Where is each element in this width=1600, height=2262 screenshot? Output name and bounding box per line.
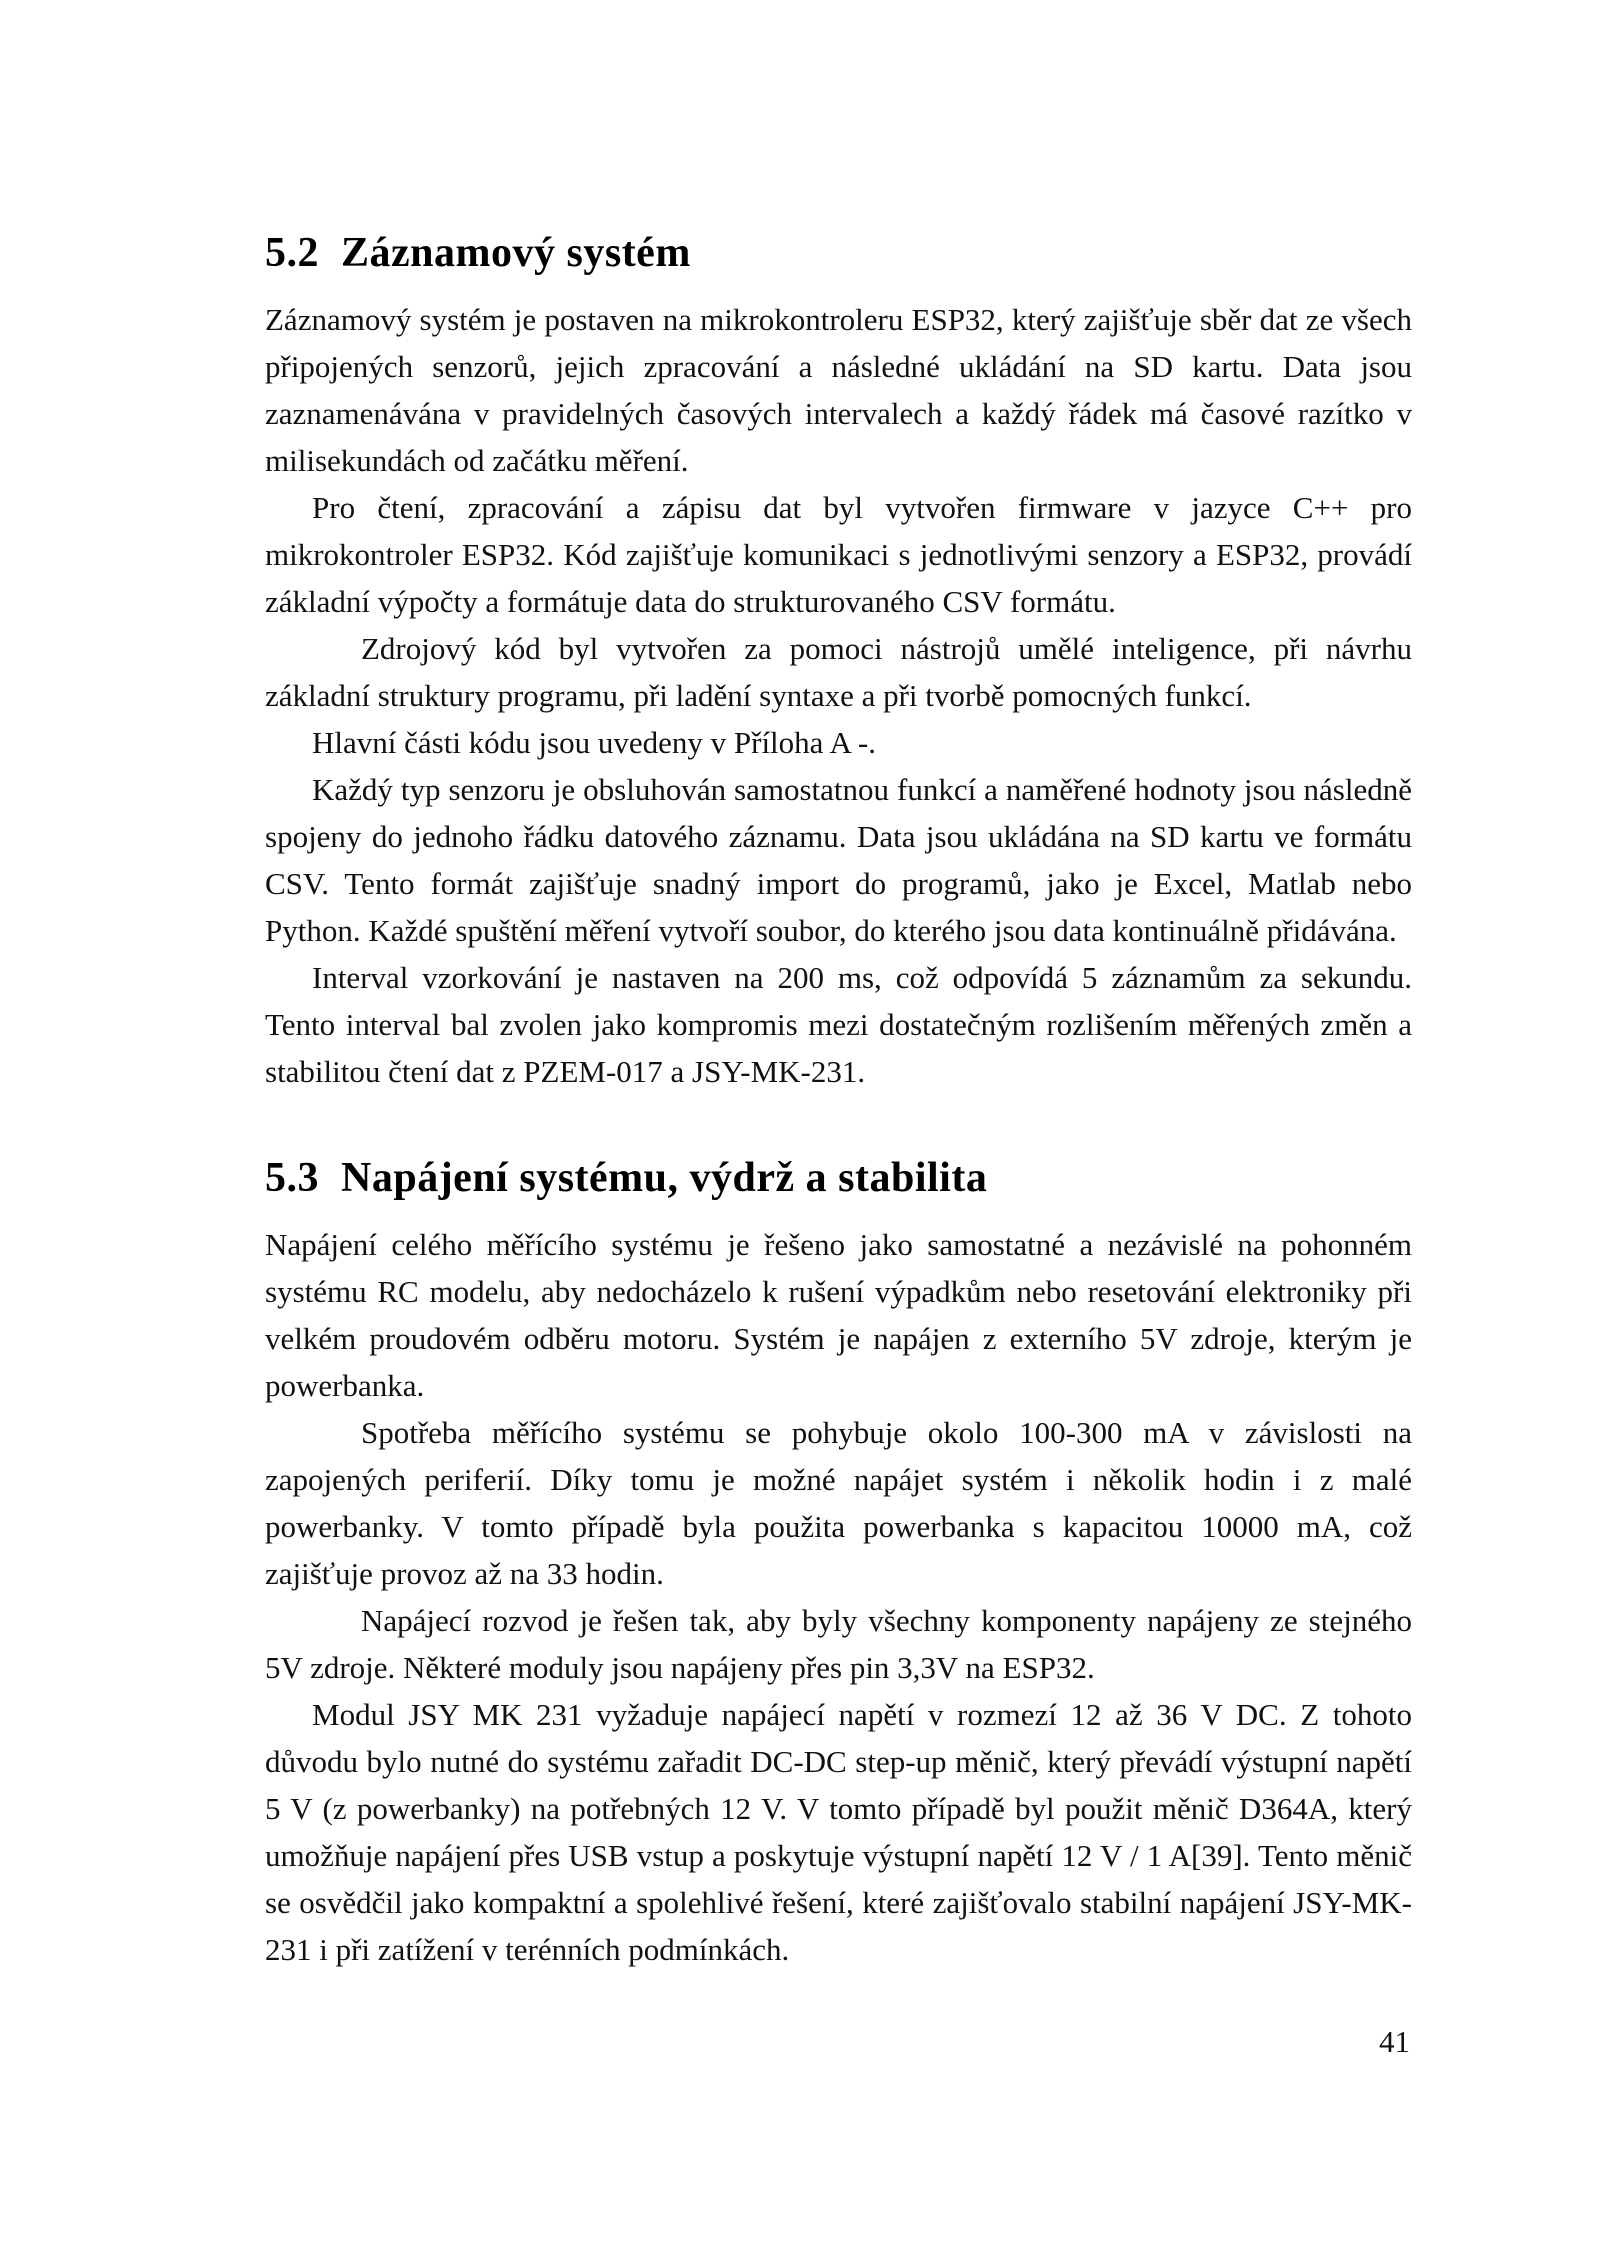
section-heading [265,1153,1412,1203]
section-5-2 [265,228,1412,1095]
paragraph: Hlavní části kódu jsou uvedeny v Příloha A -. [312,725,876,760]
section-5-3 [265,1153,1412,1973]
page-number: 41 [1379,2024,1410,2059]
paragraph: Modul JSY MK 231 vyžaduje napájecí napětí v rozmezí 12 až 36 V DC. Z tohoto důvodu bylo nutné do systému zařadit DC-DC step-up měnič, který převádí výstupní napětí 5 V (z powerbanky) na potřebných 12 V. V tomto případě byl použit měnič D364A, který umožňuje napájení přes USB vstup a poskytuje výstupní napětí 12 V / 1 A[39]. Tento měnič se osvědčil jako kompaktní a spolehlivé řešení, které zajišťovalo stabilní napájení JSY-MK-231 i při zatížení v terénních podmínkách. [265,1697,1412,1967]
section-body [265,1221,1412,1973]
paragraph: Pro čtení, zpracování a zápisu dat byl vytvořen firmware v jazyce C++ pro mikrokontroler ESP32. Kód zajišťuje komunikaci s jednotlivými senzory a ESP32, provádí základní výpočty a formátuje data do strukturovaného CSV formátu. [265,490,1412,619]
section-heading [265,228,1412,278]
paragraph: Napájecí rozvod je řešen tak, aby byly všechny komponenty napájeny ze stejného 5V zdroje. Některé moduly jsou napájeny přes pin 3,3V na ESP32. [265,1603,1412,1685]
paragraph: Interval vzorkování je nastaven na 200 ms, což odpovídá 5 záznamům za sekundu. Tento interval bal zvolen jako kompromis mezi dostatečným rozlišením měřených změn a stabilitou čtení dat z PZEM-017 a JSY-MK-231. [265,960,1412,1089]
section-title: Záznamový systém [341,230,691,276]
text-column [265,0,1412,1973]
paragraph: Zdrojový kód byl vytvořen za pomoci nástrojů umělé inteligence, při návrhu základní struktury programu, při ladění syntaxe a při tvorbě pomocných funkcí. [265,631,1412,713]
paragraph: Spotřeba měřícího systému se pohybuje okolo 100-300 mA v závislosti na zapojených periferií. Díky tomu je možné napájet systém i několik hodin i z malé powerbanky. V tomto případě byla použita powerbanka s kapacitou 10000 mA, což zajišťuje provoz až na 33 hodin. [265,1415,1412,1591]
section-title: Napájení systému, výdrž a stabilita [341,1155,988,1201]
paragraph: Záznamový systém je postaven na mikrokontroleru ESP32, který zajišťuje sběr dat ze všech připojených senzorů, jejich zpracování a následné ukládání na SD kartu. Data jsou zaznamenávána v pravidelných časových intervalech a každý řádek má časové razítko v milisekundách od začátku měření. [265,302,1412,478]
paragraph: Každý typ senzoru je obsluhován samostatnou funkcí a naměřené hodnoty jsou následně spojeny do jednoho řádku datového záznamu. Data jsou ukládána na SD kartu ve formátu CSV. Tento formát zajišťuje snadný import do programů, jako je Excel, Matlab nebo Python. Každé spuštění měření vytvoří soubor, do kterého jsou data kontinuálně přidávána. [265,772,1412,948]
paragraph: Napájení celého měřícího systému je řešeno jako samostatné a nezávislé na pohonném systému RC modelu, aby nedocházelo k rušení výpadkům nebo resetování elektroniky při velkém proudovém odběru motoru. Systém je napájen z externího 5V zdroje, kterým je powerbanka. [265,1227,1412,1403]
section-body [265,296,1412,1095]
section-number: 5.3 [265,1155,319,1201]
section-number: 5.2 [265,230,319,276]
